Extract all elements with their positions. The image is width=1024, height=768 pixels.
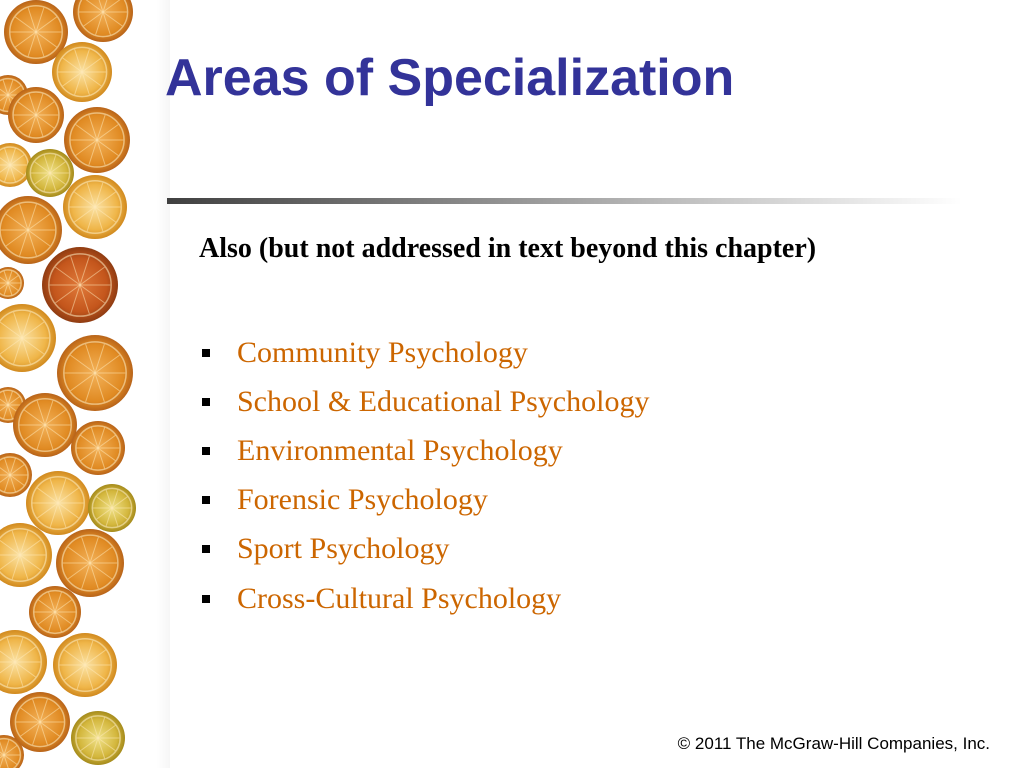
list-item-label: Community Psychology xyxy=(237,335,528,369)
citrus-slice xyxy=(71,711,125,765)
citrus-slice xyxy=(0,630,47,694)
citrus-slice xyxy=(0,267,24,299)
citrus-slice xyxy=(0,453,32,497)
citrus-slice xyxy=(63,175,127,239)
list-item xyxy=(199,525,649,574)
citrus-slice xyxy=(26,471,90,535)
square-bullet-icon xyxy=(202,447,210,455)
list-item-label: Environmental Psychology xyxy=(237,433,563,467)
list-item xyxy=(199,377,649,426)
list-item xyxy=(199,574,649,623)
slide-subtitle: Also (but not addressed in text beyond this chapter) xyxy=(199,233,817,264)
citrus-slice xyxy=(64,107,130,173)
title-divider xyxy=(167,198,962,204)
citrus-slice xyxy=(57,335,133,411)
citrus-slice xyxy=(13,393,77,457)
citrus-slices-graphic xyxy=(0,0,170,768)
list-item xyxy=(199,328,649,377)
citrus-slice xyxy=(88,484,136,532)
citrus-slice xyxy=(0,196,62,264)
citrus-slice xyxy=(26,149,74,197)
citrus-slice xyxy=(71,421,125,475)
slide-title: Areas of Specialization xyxy=(165,49,735,107)
list-item xyxy=(199,476,649,525)
square-bullet-icon xyxy=(202,496,210,504)
list-item-label: Cross-Cultural Psychology xyxy=(237,581,562,615)
citrus-slice xyxy=(56,529,124,597)
copyright-footer: © 2011 The McGraw-Hill Companies, Inc. xyxy=(677,734,990,753)
square-bullet-icon xyxy=(202,349,210,357)
specialization-list xyxy=(199,328,649,623)
list-item-label: School & Educational Psychology xyxy=(237,384,650,418)
citrus-slice xyxy=(0,523,52,587)
citrus-slice xyxy=(73,0,133,42)
citrus-slice xyxy=(29,586,81,638)
citrus-slice xyxy=(0,304,56,372)
citrus-slice xyxy=(8,87,64,143)
square-bullet-icon xyxy=(202,545,210,553)
citrus-slices-image xyxy=(0,0,170,768)
square-bullet-icon xyxy=(202,595,210,603)
list-item-label: Sport Psychology xyxy=(237,532,450,566)
list-item xyxy=(199,426,649,475)
citrus-slice xyxy=(52,42,112,102)
list-item-label: Forensic Psychology xyxy=(237,483,488,517)
citrus-slice xyxy=(42,247,118,323)
square-bullet-icon xyxy=(202,398,210,406)
citrus-slice xyxy=(53,633,117,697)
